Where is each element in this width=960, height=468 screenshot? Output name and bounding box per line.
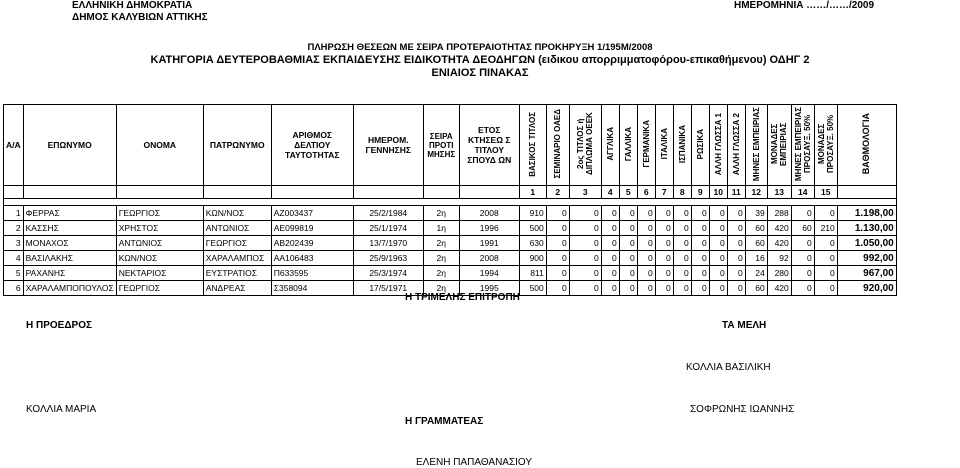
committee-heading: Η ΤΡΙΜΕΛΗΣ ΕΠΙΤΡΟΠΗ (405, 292, 520, 303)
members-label: ΤΑ ΜΕΛΗ (722, 320, 767, 331)
doc-title-1: ΠΛΗΡΩΣΗ ΘΕΣΕΩΝ ΜΕ ΣΕΙΡΑ ΠΡΟΤΕΡΑΙΟΤΗΤΑΣ ΠΡΟΚΗΡΥΞΗ 1/195Μ/2008 (307, 42, 653, 53)
col-number: 6 (637, 186, 655, 199)
order-cell: 1η (423, 221, 459, 236)
value-cell: 0 (691, 281, 709, 296)
value-cell: 0 (601, 236, 619, 251)
order-cell: 2η (423, 266, 459, 281)
value-cell: 0 (691, 251, 709, 266)
col-v5: ΓΑΛΛΙΚΑ (619, 105, 637, 186)
value-cell: 0 (691, 206, 709, 221)
value-cell: 92 (767, 251, 791, 266)
candidates-table (3, 104, 897, 296)
value-cell: 0 (791, 266, 814, 281)
surname-cell: ΡΑΧΑΝΗΣ (23, 266, 116, 281)
value-cell: 0 (691, 266, 709, 281)
row-number: 4 (4, 251, 24, 266)
table-row (4, 221, 897, 236)
table-body (4, 206, 897, 296)
score-cell: 1.198,00 (837, 206, 896, 221)
value-cell: 0 (619, 221, 637, 236)
value-cell: 0 (601, 251, 619, 266)
value-cell: 811 (519, 266, 546, 281)
row-number: 3 (4, 236, 24, 251)
birth-cell: 25/9/1963 (353, 251, 423, 266)
col-v14: ΜΗΝΕΣ ΕΜΠΕΙΡΙΑΣ ΠΡΟΣΑΥΞ. 50% (791, 105, 814, 186)
value-cell: 0 (637, 281, 655, 296)
value-cell: 39 (745, 206, 767, 221)
value-cell: 0 (637, 266, 655, 281)
secretary-label: Η ΓΡΑΜΜΑΤΕΑΣ (405, 416, 484, 427)
value-cell: 0 (546, 251, 569, 266)
table-row (4, 206, 897, 221)
col-v9: ΡΩΣΙΚΑ (691, 105, 709, 186)
surname-cell: ΒΑΣΙΛΑΚΗΣ (23, 251, 116, 266)
value-cell: 0 (546, 281, 569, 296)
value-cell: 0 (673, 266, 691, 281)
value-cell: 0 (655, 266, 673, 281)
id-cell: Π633595 (271, 266, 353, 281)
value-cell: 0 (655, 251, 673, 266)
col-v3: 2ος ΤΙΤΛΟΣ ή ΔΙΠΛΩΜΑ ΟΕΕΚ (569, 105, 601, 186)
year-cell: 1995 (459, 281, 519, 296)
value-cell: 0 (709, 281, 727, 296)
row-number: 2 (4, 221, 24, 236)
value-cell: 0 (546, 206, 569, 221)
value-cell: 0 (637, 206, 655, 221)
id-cell: Σ358094 (271, 281, 353, 296)
col-v11: ΑΛΛΗ ΓΛΩΣΣΑ 2 (727, 105, 745, 186)
col-number: 2 (546, 186, 569, 199)
header-municipality: ΔΗΜΟΣ ΚΑΛΥΒΙΩΝ ΑΤΤΙΚΗΣ (72, 12, 208, 23)
value-cell: 0 (691, 221, 709, 236)
col-number: 3 (569, 186, 601, 199)
value-cell: 500 (519, 281, 546, 296)
value-cell: 280 (767, 266, 791, 281)
row-number: 5 (4, 266, 24, 281)
value-cell: 0 (814, 281, 837, 296)
col-number: 15 (814, 186, 837, 199)
value-cell: 500 (519, 221, 546, 236)
table-header-row (4, 105, 897, 186)
father-cell: ΑΝΤΩΝΙΟΣ (203, 221, 271, 236)
col-year: ΕΤΟΣ ΚΤΗΣΕΩ Σ ΤΙΤΛΟΥ ΣΠΟΥΔ ΩΝ (459, 105, 519, 186)
col-id: ΑΡΙΘΜΟΣ ΔΕΛΤΙΟΥ ΤΑΥΤΟΤΗΤΑΣ (271, 105, 353, 186)
value-cell: 0 (673, 206, 691, 221)
value-cell: 0 (601, 206, 619, 221)
score-cell: 1.130,00 (837, 221, 896, 236)
value-cell: 420 (767, 281, 791, 296)
secretary-name: ΕΛΕΝΗ ΠΑΠΑΘΑΝΑΣΙΟΥ (416, 457, 533, 468)
value-cell: 16 (745, 251, 767, 266)
value-cell: 0 (727, 251, 745, 266)
father-cell: ΓΕΩΡΓΙΟΣ (203, 236, 271, 251)
order-cell: 2η (423, 281, 459, 296)
value-cell: 0 (814, 251, 837, 266)
value-cell: 60 (745, 221, 767, 236)
value-cell: 0 (791, 206, 814, 221)
value-cell: 0 (619, 236, 637, 251)
value-cell: 900 (519, 251, 546, 266)
col-v4: ΑΓΓΛΙΚΑ (601, 105, 619, 186)
father-cell: ΧΑΡΑΛΑΜΠΟΣ (203, 251, 271, 266)
value-cell: 0 (691, 236, 709, 251)
name-cell: ΓΕΩΡΓΙΟΣ (116, 206, 203, 221)
header-date: ΗΜΕΡΟΜΗΝΙΑ ……/……/2009 (734, 0, 875, 11)
value-cell: 24 (745, 266, 767, 281)
value-cell: 0 (637, 251, 655, 266)
col-number: 1 (519, 186, 546, 199)
col-number: 4 (601, 186, 619, 199)
col-birth: ΗΜΕΡΟΜ. ΓΕΝΝΗΣΗΣ (353, 105, 423, 186)
member-name-1: ΚΟΛΛΙΑ ΒΑΣΙΛΙΚΗ (686, 362, 771, 373)
table-row (4, 251, 897, 266)
col-v8: ΙΣΠΑΝΙΚΑ (673, 105, 691, 186)
id-cell: ΑΕ099819 (271, 221, 353, 236)
col-v13: ΜΟΝΑΔΕΣ ΕΜΠΕΙΡΙΑΣ (767, 105, 791, 186)
value-cell: 910 (519, 206, 546, 221)
value-cell: 420 (767, 221, 791, 236)
value-cell: 0 (619, 206, 637, 221)
value-cell: 0 (727, 221, 745, 236)
value-cell: 0 (791, 251, 814, 266)
value-cell: 630 (519, 236, 546, 251)
score-cell: 1.050,00 (837, 236, 896, 251)
year-cell: 2008 (459, 251, 519, 266)
name-cell: ΝΕΚΤΑΡΙΟΣ (116, 266, 203, 281)
column-numbers-row (4, 186, 897, 199)
year-cell: 1994 (459, 266, 519, 281)
value-cell: 0 (673, 251, 691, 266)
name-cell: ΧΡΗΣΤΟΣ (116, 221, 203, 236)
value-cell: 0 (569, 221, 601, 236)
id-cell: ΑΒ202439 (271, 236, 353, 251)
president-name: ΚΟΛΛΙΑ ΜΑΡΙΑ (26, 404, 97, 415)
birth-cell: 17/5/1971 (353, 281, 423, 296)
value-cell: 0 (727, 206, 745, 221)
member-name-2: ΣΟΦΡΩΝΗΣ ΙΩΑΝΝΗΣ (690, 404, 795, 415)
value-cell: 0 (569, 251, 601, 266)
value-cell: 0 (791, 236, 814, 251)
col-number: 10 (709, 186, 727, 199)
col-order: ΣΕΙΡΑ ΠΡΟΤΙ ΜΗΣΗΣ (423, 105, 459, 186)
id-cell: ΑΑ106483 (271, 251, 353, 266)
value-cell: 0 (655, 221, 673, 236)
value-cell: 0 (727, 281, 745, 296)
col-father: ΠΑΤΡΩΝΥΜΟ (203, 105, 271, 186)
value-cell: 0 (727, 266, 745, 281)
value-cell: 0 (619, 266, 637, 281)
col-number: 9 (691, 186, 709, 199)
order-cell: 2η (423, 236, 459, 251)
value-cell: 0 (814, 236, 837, 251)
name-cell: ΑΝΤΩΝΙΟΣ (116, 236, 203, 251)
value-cell: 0 (619, 251, 637, 266)
col-number: 11 (727, 186, 745, 199)
value-cell: 60 (791, 221, 814, 236)
value-cell: 0 (709, 221, 727, 236)
col-v10: ΑΛΛΗ ΓΛΩΣΣΑ 1 (709, 105, 727, 186)
value-cell: 0 (637, 221, 655, 236)
col-number: 14 (791, 186, 814, 199)
value-cell: 0 (619, 281, 637, 296)
col-number: 8 (673, 186, 691, 199)
value-cell: 210 (814, 221, 837, 236)
doc-title-3: ΕΝΙΑΙΟΣ ΠΙΝΑΚΑΣ (431, 67, 529, 79)
value-cell: 0 (727, 236, 745, 251)
surname-cell: ΦΕΡΡΑΣ (23, 206, 116, 221)
value-cell: 0 (673, 221, 691, 236)
value-cell: 0 (673, 236, 691, 251)
name-cell: ΚΩΝ/ΝΟΣ (116, 251, 203, 266)
col-surname: ΕΠΩΝΥΜΟ (23, 105, 116, 186)
father-cell: ΚΩΝ/ΝΟΣ (203, 206, 271, 221)
table-row (4, 266, 897, 281)
header-country: ΕΛΛΗΝΙΚΗ ΔΗΜΟΚΡΑΤΙΑ (72, 0, 193, 11)
value-cell: 288 (767, 206, 791, 221)
col-v1: ΒΑΣΙΚΟΣ ΤΙΤΛΟΣ (519, 105, 546, 186)
row-number: 1 (4, 206, 24, 221)
year-cell: 1991 (459, 236, 519, 251)
score-cell: 992,00 (837, 251, 896, 266)
col-v2: ΣΕΜΙΝΑΡΙΟ ΟΑΕΔ (546, 105, 569, 186)
value-cell: 0 (709, 251, 727, 266)
year-cell: 2008 (459, 206, 519, 221)
col-v15: ΜΟΝΑΔΕΣ ΠΡΟΣΑΥΞ. 50% (814, 105, 837, 186)
col-name: ΟΝΟΜΑ (116, 105, 203, 186)
birth-cell: 13/7/1970 (353, 236, 423, 251)
value-cell: 0 (546, 236, 569, 251)
row-number: 6 (4, 281, 24, 296)
col-score: ΒΑΘΜΟΛΟΓΙΑ (837, 105, 896, 186)
father-cell: ΑΝΔΡΕΑΣ (203, 281, 271, 296)
father-cell: ΕΥΣΤΡΑΤΙΟΣ (203, 266, 271, 281)
value-cell: 0 (569, 281, 601, 296)
value-cell: 0 (601, 281, 619, 296)
value-cell: 0 (546, 221, 569, 236)
col-aa: Α/Α (4, 105, 24, 186)
score-cell: 967,00 (837, 266, 896, 281)
value-cell: 0 (655, 206, 673, 221)
score-cell: 920,00 (837, 281, 896, 296)
value-cell: 0 (709, 266, 727, 281)
birth-cell: 25/2/1984 (353, 206, 423, 221)
id-cell: ΑΖ003437 (271, 206, 353, 221)
value-cell: 0 (814, 266, 837, 281)
surname-cell: ΧΑΡΑΛΑΜΠΟΠΟΥΛΟΣ (23, 281, 116, 296)
table-row (4, 236, 897, 251)
value-cell: 0 (655, 236, 673, 251)
doc-title-2: ΚΑΤΗΓΟΡΙΑ ΔΕΥΤΕΡΟΒΑΘΜΙΑΣ ΕΚΠΑΙΔΕΥΣΗΣ ΕΙΔΙΚΟΤΗΤΑ ΔΕΟΔΗΓΩΝ (ειδικου απορριμματοφόρου-επικαθήμενου) ΟΔΗΓ 2 (150, 54, 810, 66)
value-cell: 0 (791, 281, 814, 296)
col-v6: ΓΕΡΜΑΝΙΚΑ (637, 105, 655, 186)
order-cell: 2η (423, 206, 459, 221)
value-cell: 0 (569, 236, 601, 251)
col-v12: ΜΗΝΕΣ ΕΜΠΕΙΡΙΑΣ (745, 105, 767, 186)
value-cell: 0 (709, 236, 727, 251)
col-number: 5 (619, 186, 637, 199)
value-cell: 0 (546, 266, 569, 281)
col-number: 12 (745, 186, 767, 199)
birth-cell: 25/1/1974 (353, 221, 423, 236)
value-cell: 0 (601, 266, 619, 281)
value-cell: 0 (569, 266, 601, 281)
value-cell: 0 (601, 221, 619, 236)
name-cell: ΓΕΩΡΓΙΟΣ (116, 281, 203, 296)
value-cell: 0 (709, 206, 727, 221)
value-cell: 0 (569, 206, 601, 221)
order-cell: 2η (423, 251, 459, 266)
value-cell: 0 (637, 236, 655, 251)
year-cell: 1996 (459, 221, 519, 236)
surname-cell: ΜΟΝΑΧΟΣ (23, 236, 116, 251)
value-cell: 0 (673, 281, 691, 296)
value-cell: 0 (814, 206, 837, 221)
president-label: Η ΠΡΟΕΔΡΟΣ (26, 320, 92, 331)
value-cell: 420 (767, 236, 791, 251)
value-cell: 60 (745, 236, 767, 251)
value-cell: 60 (745, 281, 767, 296)
surname-cell: ΚΑΣΣΗΣ (23, 221, 116, 236)
col-number: 13 (767, 186, 791, 199)
col-number: 7 (655, 186, 673, 199)
value-cell: 0 (655, 281, 673, 296)
col-v7: ΙΤΑΛΙΚΑ (655, 105, 673, 186)
birth-cell: 25/3/1974 (353, 266, 423, 281)
